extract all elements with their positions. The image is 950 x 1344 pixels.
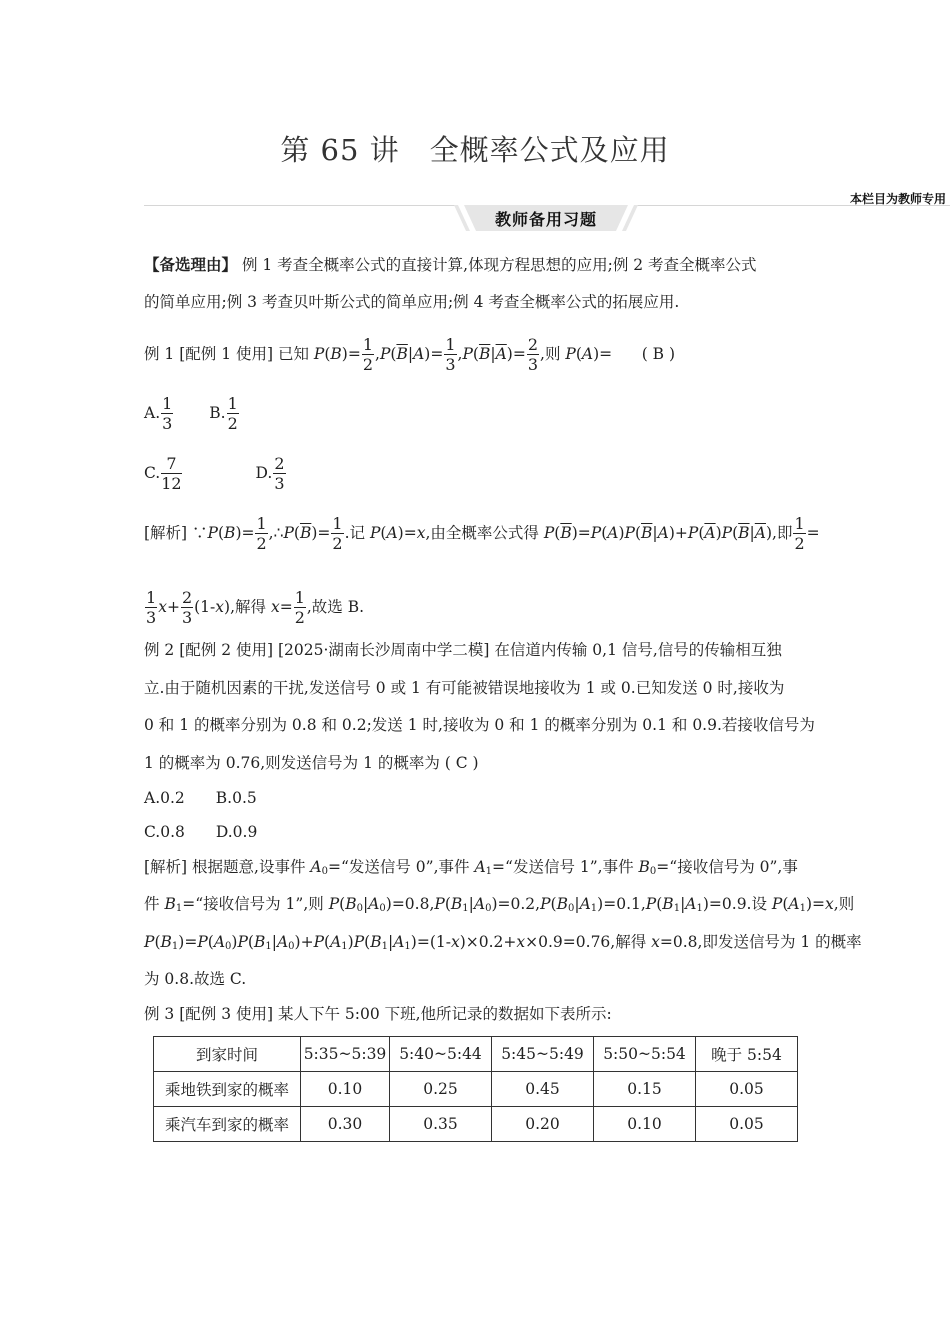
reason-line-2: 的简单应用;例 3 考查贝叶斯公式的简单应用;例 4 考查全概率公式的拓展应用. (144, 293, 680, 311)
ex2-line-3: 0 和 1 的概率分别为 0.8 和 0.2;发送 1 时,接收为 0 和 1 的概率分别为 0.1 和 0.9.若接收信号为 (144, 716, 815, 734)
ex3-line-1: 例 3 [配例 3 使用] 某人下午 5:00 下班,他所记录的数据如下表所示: (144, 1005, 612, 1023)
arrival-probability-table (153, 1036, 798, 1142)
ex2-line-2: 立.由于随机因素的干扰,发送信号 0 或 1 有可能被错误地接收为 1 或 0.已知发送 0 时,接收为 (144, 679, 785, 697)
ex2-solution-1: [解析] 根据题意,设事件 $A_0=“$发送信号 0”,事件 $A_1=“$发送信号 1”,事件 $B_0=“$接收信号为 0”,事 (144, 858, 798, 877)
ex2-line-4: 1 的概率为 0.76,则发送信号为 1 的概率为 ( C ) (144, 754, 479, 772)
teacher-only-note: 本栏目为教师专用 (849, 192, 946, 206)
fraction: $\frac{2}{3}$ (527, 335, 539, 374)
ex2-solution-4: 为 0.8.故选 C. (144, 970, 247, 988)
ex2-solution-2: 件 $B_1=“$接收信号为 1”,则 $P(B_0|A_0)=0.8,P(B_1|A_0)=0.2,P(B_0|A_1)=0.1,P(B_1|A_1)=0.9$.设 $P(A_1)=x$,则 (144, 895, 855, 914)
ex1-options-ab: A. $\frac{1}{3}$ B. $\frac{1}{2}$ (144, 394, 238, 433)
ex1-options-cd: C. $\frac{7}{12}$ D. $\frac{2}{3}$ (144, 454, 285, 493)
ex2-options-ab: A.0.2 B.0.5 (144, 789, 257, 807)
ex2-solution-3: $P(B_1)=P(A_0)P(B_1|A_0)+P(A_1)P(B_1|A_1)=(1-x)\times 0.2+x\times 0.9=0.76$,解得 x=0.8,即发送信号为 1 的概率 (144, 933, 862, 952)
ex1-solution-2: $\frac{1}{3}$ x+ $\frac{2}{3}$ (1-x),解得 x= $\frac{1}{2}$ ,故选 B. (146, 588, 365, 627)
table-row: 乘地铁到家的概率 0.10 0.25 0.45 0.15 0.05 (154, 1072, 798, 1107)
table-row: 乘汽车到家的概率 0.30 0.35 0.20 0.10 0.05 (154, 1107, 798, 1142)
fraction: $\frac{1}{3}$ (445, 335, 456, 374)
ex1-question: 例 1 [配例 1 使用] 已知 P(B)= $\frac{1}{2}$ $,P(\overline{B}|A)=$ $\frac{1}{3}$ $,P(\overline{B}|\overline{A})=$ $\frac{2}{3}$ ,则 P(A)= ( B ) (144, 335, 676, 374)
fraction: $\frac{1}{2}$ (362, 335, 374, 374)
reason-line-1: 【备选理由】 例 1 考查全概率公式的直接计算,体现方程思想的应用;例 2 考查全概率公式 (144, 255, 757, 274)
table-header-row: 到家时间 5:35~5:39 5:40~5:44 5:45~5:49 5:50~5:54 晚于 5:54 (154, 1037, 798, 1072)
page-title: 第 65 讲 全概率公式及应用 (280, 133, 670, 167)
ex1-answer: ( B ) (641, 345, 676, 363)
ex2-options-cd: C.0.8 D.0.9 (144, 823, 258, 841)
reason-label: 【备选理由】 (144, 255, 238, 274)
ex1-solution-1: [解析] ∵P(B)= $\frac{1}{2}$ $,\therefore P(\overline{B})=$ $\frac{1}{2}$ .记 P(A)=x,由全概率公式得 $P(\overline{B})=P(A)P(\overline{B}|A)+P(\overline{A})P(\overline{B}|\overline{A})$,即 $\frac{1}{2}$ = (144, 514, 820, 553)
banner-title: 教师备用习题 (494, 210, 597, 229)
ex2-line-1: 例 2 [配例 2 使用] [2025·湖南长沙周南中学二模] 在信道内传输 0,1 信号,信号的传输相互独 (144, 641, 782, 659)
